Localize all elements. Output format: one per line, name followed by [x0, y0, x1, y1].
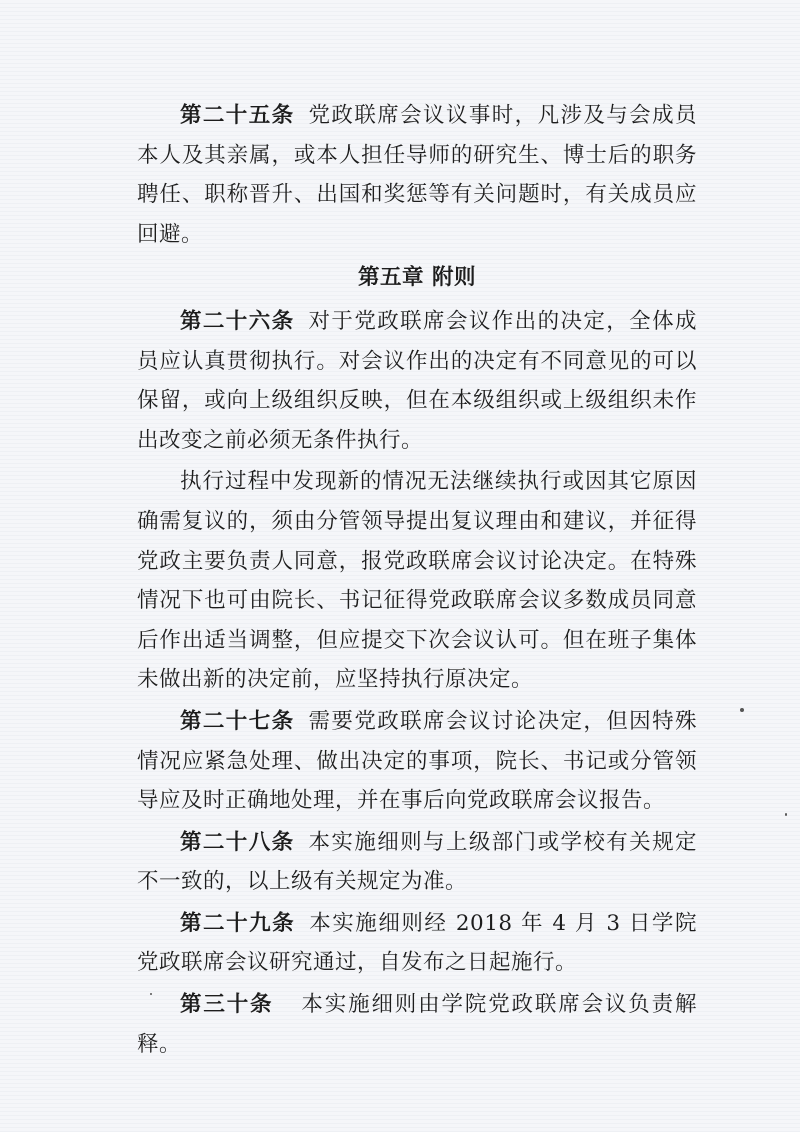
- article-28: [137, 823, 697, 902]
- scan-speck: [785, 813, 787, 816]
- article-26: [137, 302, 697, 460]
- article-text: 需要党政联席会议讨论决定，但因特殊情况应紧急处理、做出决定的事项，院长、书记或分管领导应及时正确地处理，并在事后向党政联席会议报告。: [137, 708, 697, 814]
- article-27: [137, 702, 697, 821]
- article-text: 本实施细则与上级部门或学校有关规定不一致的，以上级有关规定为准。: [137, 829, 697, 895]
- article-label: 第二十七条: [180, 708, 295, 734]
- article-label: 第三十条: [180, 992, 274, 1018]
- article-30: [137, 985, 697, 1064]
- article-29: [137, 904, 697, 983]
- scan-speck: [150, 993, 152, 995]
- article-label: 第二十五条: [180, 103, 295, 128]
- article-text: 本实施细则经 2018 年 4 月 3 日学院党政联席会议研究通过，自发布之日起施行。: [137, 910, 697, 976]
- paragraph-text: 执行过程中发现新的情况无法继续执行或因其它原因确需复议的，须由分管领导提出复议理由和建议，并征得党政主要负责人同意，报党政联席会议讨论决定。在特殊情况下也可由院长、书记征得党政联席会议多数成员同意后作出适当调整，但应提交下次会议认可。但在班子集体未做出新的决定前，应坚持执行原决定。: [137, 469, 697, 693]
- article-25: [137, 96, 697, 254]
- article-label: 第二十九条: [180, 910, 296, 936]
- article-label: 第二十八条: [180, 829, 295, 855]
- article-text: 党政联席会议议事时，凡涉及与会成员本人及其亲属，或本人担任导师的研究生、博士后的职务聘任、职称晋升、出国和奖惩等有关问题时，有关成员应回避。: [137, 103, 697, 247]
- article-26-continuation: [137, 462, 697, 700]
- article-text: 本实施细则由学院党政联席会议负责解释。: [137, 992, 697, 1057]
- article-text: 对于党政联席会议作出的决定，全体成员应认真贯彻执行。对会议作出的决定有不同意见的可以保留，或向上级组织反映，但在本级组织或上级组织未作出改变之前必须无条件执行。: [137, 308, 697, 453]
- scan-speck: [740, 708, 744, 712]
- article-label: 第二十六条: [180, 308, 295, 334]
- document-body: [137, 96, 697, 1064]
- chapter-heading: 第五章 附则: [358, 265, 476, 291]
